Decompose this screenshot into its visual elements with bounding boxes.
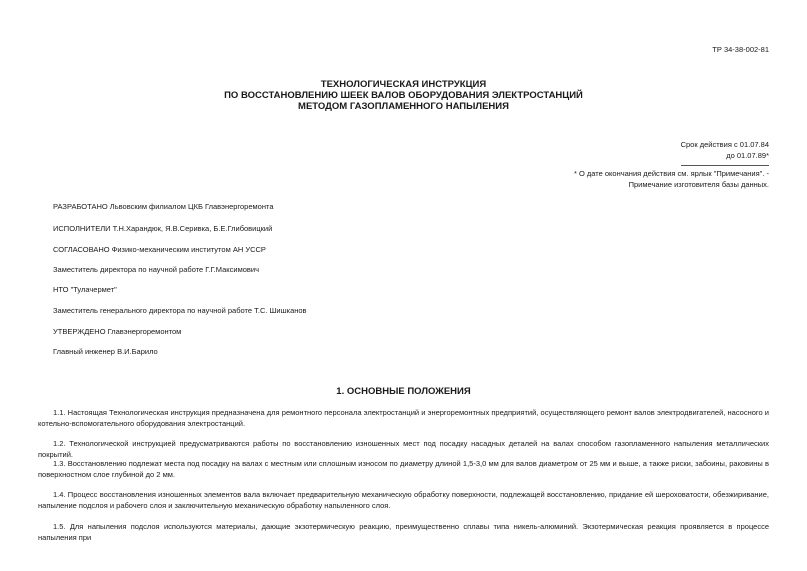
- paragraph-1-1: 1.1. Настоящая Технологическая инструкция предназначена для ремонтного персонала электростанций и энергоремонтных предприятий, осуществляющего ремонт валов электродвигателей, насосного и котельно-вспомогательного оборудования электростанций.: [38, 408, 769, 428]
- meta-approved: УТВЕРЖДЕНО Главэнергоремонтом: [53, 327, 182, 336]
- validity-note-2: Примечание изготовителя базы данных.: [628, 179, 769, 189]
- meta-chief-engineer: Главный инженер В.И.Барило: [53, 347, 158, 356]
- section-heading: 1. ОСНОВНЫЕ ПОЛОЖЕНИЯ: [336, 386, 471, 397]
- meta-deputy-director: Заместитель директора по научной работе Г.Г.Максимович: [53, 265, 259, 274]
- document-number: ТР 34-38-002-81: [712, 45, 769, 54]
- meta-performers: ИСПОЛНИТЕЛИ Т.Н.Харандюк, Я.В.Серивка, Б.Е.Глибовицкий: [53, 224, 273, 233]
- meta-developed: РАЗРАБОТАНО Львовским филиалом ЦКБ Главэнергоремонта: [53, 202, 274, 211]
- title-line-2: ПО ВОССТАНОВЛЕНИЮ ШЕЕК ВАЛОВ ОБОРУДОВАНИЯ ЭЛЕКТРОСТАНЦИЙ: [224, 90, 583, 101]
- title-line-3: МЕТОДОМ ГАЗОПЛАМЕННОГО НАПЫЛЕНИЯ: [298, 101, 509, 112]
- validity-to: до 01.07.89*: [726, 150, 769, 160]
- meta-agreed: СОГЛАСОВАНО Физико-механическим институтом АН УССР: [53, 245, 266, 254]
- validity-divider: [681, 165, 769, 166]
- document-title: [0, 79, 807, 112]
- validity-note-1: * О дате окончания действия см. ярлык "Примечания". -: [573, 169, 769, 178]
- meta-deputy-general-director: Заместитель генерального директора по научной работе Т.С. Шишканов: [53, 306, 307, 315]
- meta-nto: НТО "Тулачермет": [53, 285, 117, 294]
- paragraph-1-2: 1.2. Технологической инструкцией предусматриваются работы по восстановлению изношенных мест под посадку насадных деталей на валах способом газопламенного напыления металлических покрытий.: [38, 439, 769, 459]
- paragraph-1-4: 1.4. Процесс восстановления изношенных элементов вала включает предварительную механическую обработку поверхности, подлежащей восстановлению, придание ей шероховатости, обезжиривание, напыление подслоя и рабочего слоя и заключительную механическую обработку напыленного слоя.: [38, 490, 769, 510]
- paragraph-1-5: 1.5. Для напыления подслоя используются материалы, дающие экзотермическую реакцию, преимущественно сплавы типа никель-алюминий. Экзотермическая реакция проявляется в процессе напыления при: [38, 522, 769, 542]
- paragraph-1-3: 1.3. Восстановлению подлежат места под посадку на валах с местным или сплошным износом по диаметру длиной 1,5-3,0 мм для валов диаметром от 25 мм и выше, а также риски, забоины, раковины в поверхностном слое глубиной до 2 мм.: [38, 459, 769, 479]
- validity-block: [574, 140, 769, 190]
- title-line-1: ТЕХНОЛОГИЧЕСКАЯ ИНСТРУКЦИЯ: [320, 79, 487, 90]
- validity-from: Срок действия с 01.07.84: [680, 140, 769, 149]
